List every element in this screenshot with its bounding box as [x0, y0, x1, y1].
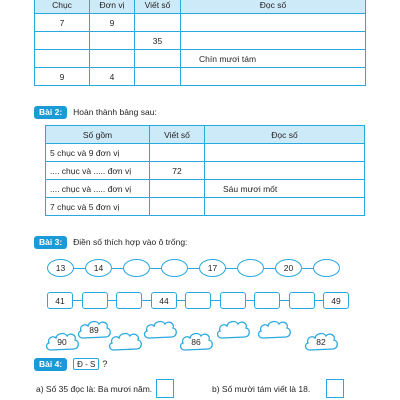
- header-don-vi: Đơn vị: [90, 0, 135, 14]
- cell-don-vi[interactable]: [90, 32, 135, 50]
- cell-viet-so[interactable]: [150, 180, 205, 198]
- statement-a: [36, 379, 174, 398]
- cloud-number-shape: [44, 330, 80, 354]
- box-blank[interactable]: [254, 292, 280, 309]
- exercise-3-heading: [34, 235, 187, 249]
- cell-don-vi[interactable]: [90, 50, 135, 68]
- box-blank[interactable]: [220, 292, 246, 309]
- cell-viet-so[interactable]: [150, 144, 205, 162]
- table-row: [35, 32, 366, 50]
- box-blank[interactable]: [82, 292, 108, 309]
- exercise-3-badge: Bài 3:: [34, 236, 67, 249]
- table-row: [46, 198, 365, 216]
- oval-blank[interactable]: [313, 259, 340, 277]
- cloud-blank[interactable]: [256, 318, 292, 342]
- cell-don-vi: 9: [90, 14, 135, 32]
- cloud-number: 89: [89, 325, 99, 335]
- question-mark: ?: [102, 359, 108, 369]
- cell-chuc: 7: [35, 14, 90, 32]
- true-false-label: Đ - S: [73, 358, 99, 370]
- cell-viet-so[interactable]: [135, 68, 181, 86]
- box-number: 41: [47, 292, 73, 309]
- cell-viet-so[interactable]: [135, 50, 181, 68]
- header-so-gom: Số gồm: [46, 126, 150, 144]
- exercise-3-title: Điền số thích hợp vào ô trống:: [73, 237, 188, 247]
- exercise-4-heading: [34, 357, 107, 371]
- oval-connector: [188, 268, 199, 269]
- exercise-4-badge: Bài 4:: [34, 358, 67, 371]
- table-header-row: [46, 126, 365, 144]
- cell-viet-so: 72: [150, 162, 205, 180]
- header-doc-so: Đọc số: [205, 126, 365, 144]
- statement-b: [212, 379, 344, 398]
- cell-doc-so: Sáu mươi mốt: [205, 180, 365, 198]
- cell-chuc[interactable]: [35, 50, 90, 68]
- cloud-blank[interactable]: [142, 318, 178, 342]
- header-chuc: Chục: [35, 0, 90, 14]
- box-blank[interactable]: [185, 292, 211, 309]
- number-composition-table: [45, 125, 365, 216]
- table-header-row: [35, 0, 366, 14]
- cloud-number-shape: [178, 330, 214, 354]
- cell-viet-so: 35: [135, 32, 181, 50]
- answer-box-b[interactable]: [326, 379, 344, 398]
- cell-doc-so[interactable]: [205, 198, 365, 216]
- cloud-blank[interactable]: [107, 330, 143, 354]
- box-connector: [142, 300, 151, 301]
- box-connector: [246, 300, 255, 301]
- cell-doc-so[interactable]: [181, 68, 366, 86]
- cell-so-gom: 5 chục và 9 đơn vị: [46, 144, 150, 162]
- cell-don-vi: 4: [90, 68, 135, 86]
- box-blank[interactable]: [116, 292, 142, 309]
- oval-blank[interactable]: [237, 259, 264, 277]
- table-row: [46, 144, 365, 162]
- table-row: [46, 180, 365, 198]
- cloud-number: 86: [191, 337, 201, 347]
- box-connector: [73, 300, 82, 301]
- table-row: [35, 50, 366, 68]
- header-doc-so: Đọc số: [181, 0, 366, 14]
- oval-connector: [226, 268, 237, 269]
- oval-connector: [302, 268, 313, 269]
- box-connector: [177, 300, 186, 301]
- cell-doc-so: Chín mươi tám: [181, 50, 366, 68]
- cell-doc-so[interactable]: [205, 144, 365, 162]
- cell-doc-so[interactable]: [205, 162, 365, 180]
- oval-connector: [74, 268, 85, 269]
- cloud-number-shape: [303, 330, 339, 354]
- exercise-2-heading: [34, 105, 157, 119]
- cell-doc-so[interactable]: [181, 32, 366, 50]
- oval-blank[interactable]: [123, 259, 150, 277]
- table-row: [46, 162, 365, 180]
- cell-viet-so[interactable]: [150, 198, 205, 216]
- oval-connector: [112, 268, 123, 269]
- box-connector: [108, 300, 117, 301]
- exercise-2-badge: Bài 2:: [34, 106, 67, 119]
- statement-a-text: a) Số 35 đọc là: Ba mươi năm.: [36, 383, 153, 394]
- cell-chuc[interactable]: [35, 32, 90, 50]
- cell-doc-so[interactable]: [181, 14, 366, 32]
- box-blank[interactable]: [289, 292, 315, 309]
- table-row: [35, 68, 366, 86]
- cell-chuc: 9: [35, 68, 90, 86]
- box-connector: [315, 300, 324, 301]
- oval-connector: [264, 268, 275, 269]
- cloud-number: 82: [316, 337, 326, 347]
- exercise-2-title: Hoàn thành bảng sau:: [73, 107, 157, 117]
- header-viet-so: Viết số: [150, 126, 205, 144]
- oval-number: 13: [47, 259, 74, 277]
- oval-number: 17: [199, 259, 226, 277]
- cloud-number: 90: [57, 337, 67, 347]
- cloud-blank[interactable]: [215, 318, 251, 342]
- cell-so-gom[interactable]: .... chục và ..... đơn vị: [46, 180, 150, 198]
- box-number: 44: [151, 292, 177, 309]
- place-value-table: [34, 0, 366, 86]
- oval-blank[interactable]: [161, 259, 188, 277]
- box-connector: [211, 300, 220, 301]
- oval-number: 20: [275, 259, 302, 277]
- cell-viet-so[interactable]: [135, 14, 181, 32]
- answer-box-a[interactable]: [156, 379, 174, 398]
- oval-number: 14: [85, 259, 112, 277]
- oval-connector: [150, 268, 161, 269]
- statement-b-text: b) Số mười tám viết là 18.: [212, 383, 311, 394]
- box-connector: [280, 300, 289, 301]
- cell-so-gom[interactable]: .... chục và ..... đơn vị: [46, 162, 150, 180]
- box-number: 49: [323, 292, 349, 309]
- cell-so-gom: 7 chục và 5 đơn vị: [46, 198, 150, 216]
- header-viet-so: Viết số: [135, 0, 181, 14]
- table-row: [35, 14, 366, 32]
